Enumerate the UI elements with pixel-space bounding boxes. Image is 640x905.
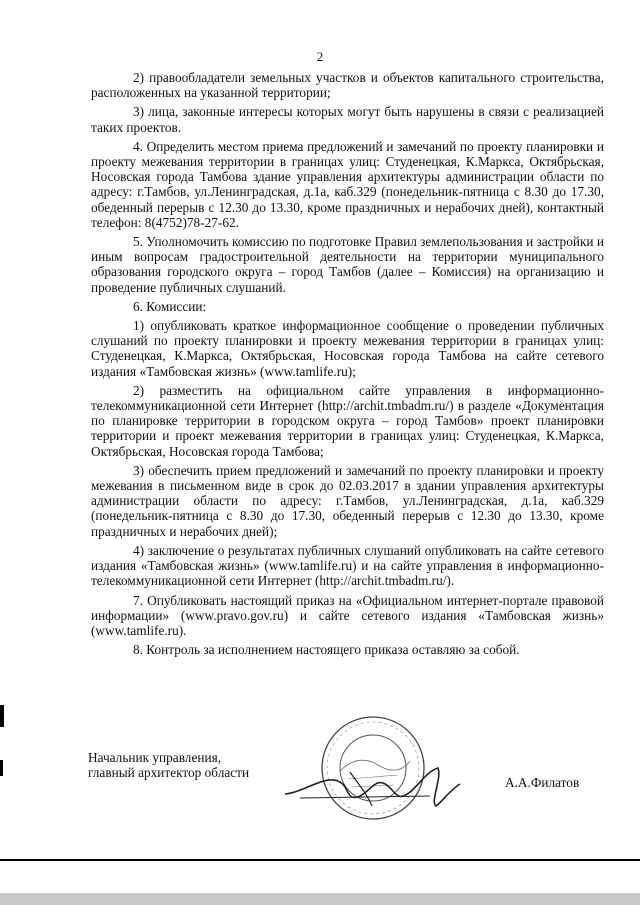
margin-mark — [0, 705, 4, 727]
paragraph: 7. Опубликовать настоящий приказ на «Официальном интернет-портале правовой информации» (www.pravo.gov.ru) и сайте сетевого издания «Тамбовская жизнь» (www.tamlife.ru). — [91, 592, 604, 638]
paragraph: 4. Определить местом приема предложений и замечаний по проекту планировки и проекту межевания территории в границах улиц: Студенецкая, К.Маркса, Октябрьская, Носовская города Тамбова здание управления архитектуры администрации области по адресу: г.Тамбов, ул.Ленинградская, д.1а, каб.329 (понедельник-пятница с 8.30 до 17.30, обеденный перерыв с 12.30 до 13.30, кроме праздничных и нерабочих дней), контактный телефон: 8(4752)78-27-62. — [91, 138, 604, 230]
signatory-name: А.А.Филатов — [505, 775, 580, 790]
scan-edge-line — [0, 859, 640, 861]
signatory-position-line: главный архитектор области — [88, 765, 250, 780]
handwritten-signature — [280, 762, 470, 812]
signatory-position — [88, 750, 249, 780]
paragraph: 5. Уполномочить комиссию по подготовке Правил землепользования и застройки и иным вопросам градостроительной деятельности на территории муниципального образования городского округа – город Тамбов (далее – Комиссия) на организацию и проведение публичных слушаний. — [91, 234, 604, 295]
paragraph: 8. Контроль за исполнением настоящего приказа оставляю за собой. — [133, 642, 520, 658]
paragraph: 1) опубликовать краткое информационное сообщение о проведении публичных слушаний по проекту планировки и проекту межевания территории в границах улиц: Студенецкая, К.Маркса, Октябрьская, Носовская города Тамбова на сайте сетевого издания «Тамбовская жизнь» (www.tamlife.ru); — [91, 318, 604, 379]
paragraph: 3) обеспечить прием предложений и замечаний по проекту планировки и проекту межевания в письменном виде в срок до 02.03.2017 в здании управления архитектуры администрации области по адресу: г.Тамбов, ул.Ленинградская, д.1а, каб.329 (понедельник-пятница с 8.30 до 17.30, обеденный перерыв с 12.30 до 13.30, кроме праздничных и нерабочих дней); — [91, 462, 604, 539]
paragraph: 6. Комиссии: — [133, 298, 207, 314]
document-body — [91, 70, 604, 661]
paragraph: 4) заключение о результатах публичных слушаний опубликовать на сайте сетевого издания «Тамбовская жизнь» (www.tamlife.ru) и на сайте управления в информационно-телекоммуникационной сети Интернет (http://archit.tmbadm.ru/). — [91, 542, 604, 589]
margin-mark — [0, 760, 3, 776]
paragraph: 3) лица, законные интересы которых могут быть нарушены в связи с реализацией таких проектов. — [91, 104, 604, 135]
scan-edge-band — [0, 893, 640, 905]
signatory-position-line: Начальник управления, — [88, 750, 222, 765]
paragraph: 2) разместить на официальном сайте управления в информационно-телекоммуникационной сети Интернет (http://archit.tmbadm.ru/) в разделе «Документация по планировке территории в городском округа – город Тамбов» проект планировки территории и проект межевания территории в границах улиц: Студенецкая, К.Маркса, Октябрьская, Носовская города Тамбова; — [91, 382, 604, 459]
paragraph: 2) правообладатели земельных участков и объектов капитального строительства, расположенных на указанной территории; — [91, 70, 604, 101]
page-number: 2 — [316, 49, 324, 64]
